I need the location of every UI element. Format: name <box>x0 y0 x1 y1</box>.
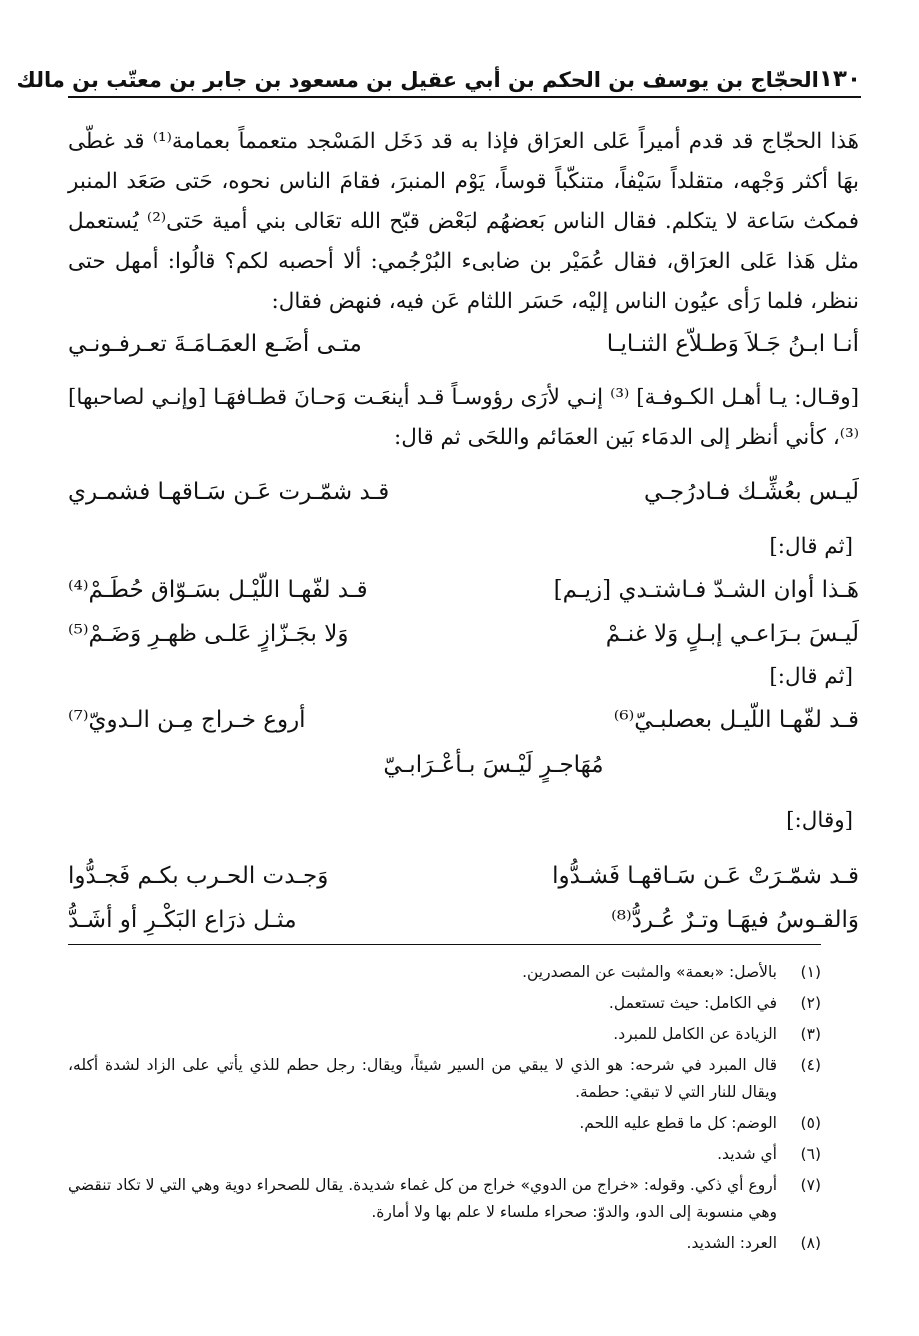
verse-7-second-hemistich: مثـل ذرَاع البَكْـرِ أو أشَـدُّ <box>68 907 297 933</box>
footnote-number: (١) <box>800 963 821 981</box>
verse-4-second-hemistich: وَلا بجَـزّازٍ عَلـى ظهـرِ وَضَـمْ⁽⁵⁾ <box>68 621 349 647</box>
footnote-text: في الكامل: حيث تستعمل. <box>608 994 777 1012</box>
footnote-text: الوضم: كل ما قطع عليه اللحم. <box>579 1114 777 1132</box>
verse-5-first-hemistich: قـد لفّهـا اللّيـل بعصلبـيّ⁽⁶⁾ <box>613 707 859 733</box>
footnote-number: (٦) <box>800 1145 821 1163</box>
verse-2-first-hemistich: لَيـس بعُشِّـك فـادرُجـي <box>644 479 859 505</box>
footnote <box>68 1141 821 1168</box>
running-title: الحجّاج بن يوسف بن الحكم بن أبي عقيل بن مسعود بن جابر بن معتّب بن مالك <box>16 68 819 92</box>
footnote-number: (٤) <box>800 1056 821 1074</box>
footnote <box>68 1110 821 1137</box>
page-header <box>16 52 861 98</box>
footnote <box>68 1172 821 1226</box>
verse-1-second-hemistich: متـى أضَـع العمَـامَـةَ تعـرفـونـي <box>68 331 362 357</box>
footnotes <box>68 944 821 1261</box>
footnote-number: (٥) <box>800 1114 821 1132</box>
verse-line-3 <box>68 568 859 612</box>
section-note-3: [وقال:] <box>786 808 853 833</box>
verse-3-first-hemistich: هَـذا أوان الشـدّ فـاشتـدي [زيـم] <box>553 577 859 603</box>
footnote <box>68 1052 821 1106</box>
footnote-number: (٧) <box>800 1176 821 1194</box>
footnote-number: (٨) <box>800 1234 821 1252</box>
footnote <box>68 959 821 986</box>
verse-line-4 <box>68 612 859 656</box>
footnote <box>68 990 821 1017</box>
verse-4-first-hemistich: لَيـسَ بـرَاعـي إبـلٍ وَلا غنـمْ <box>605 621 859 647</box>
verse-line-5 <box>68 698 859 742</box>
verse-6-second-hemistich: وَجـدت الحـرب بكـم فَجـدُّوا <box>68 863 329 889</box>
verse-7-first-hemistich: وَالقـوسُ فيهَـا وتـرٌ عُـردُّ⁽⁸⁾ <box>611 907 859 933</box>
footnote-number: (٢) <box>800 994 821 1012</box>
footnote-text: قال المبرد في شرحه: هو الذي لا يبقي من السير شيئاً، ويقال: رجل حطم للذي يأتي على الزاد لشدة أكله، ويقال للنار التي لا تبقي: حطمة. <box>68 1056 777 1101</box>
paragraph-2: [وقـال: يـا أهـل الكـوفـة] ⁽³⁾ إنـي لأرَى رؤوسـاً قـد أينعَـت وَحـانَ قطـافهَـا [وإنـي لصاحبها] ⁽³⁾، كأني أنظر إلى الدمَاء بَين العمَائم واللحَى ثم قال: <box>68 385 859 450</box>
section-note-1: [ثم قال:] <box>769 534 853 559</box>
footnote-text: الزيادة عن الكامل للمبرد. <box>613 1025 777 1043</box>
verse-line-1 <box>68 322 859 366</box>
verse-1-first-hemistich: أنـا ابـنُ جَـلاَ وَطـلاّع الثنـايـا <box>606 331 859 357</box>
page-number: ١٣٠ <box>818 66 861 92</box>
verse-line-6 <box>68 854 859 898</box>
paragraph-1: هَذا الحجّاج قد قدم أميراً عَلى العرَاق فإذا به قد دَخَل المَسْجد متعمماً بعمامة⁽¹⁾ قد غطّى بهَا أكثر وَجْهه، متقلداً سَيْفاً، متنكّباً قوساً، يَوْم المنبرَ، فقامَ الناس نحوه، حَتى صَعَد المنبر فمكث سَاعة لا يتكلم. فقال الناس بَعضهُم لبَعْض قبّح الله تعَالى بني أمية حَتى⁽²⁾ يُستعمل مثل هَذا عَلى العرَاق، فقال عُمَيْر بن ضابىء البُرْجُمي: ألا أحصبه لكم؟ قالُوا: أمهل حتى ننظر، فلما رَأى عيُون الناس إليْه، حَسَر اللثام عَن فيه، فنهض فقال: <box>68 129 859 314</box>
footnote <box>68 1230 821 1257</box>
main-text <box>68 118 859 942</box>
verse-5-second-hemistich: أروع خـراج مِـن الـدويّ⁽⁷⁾ <box>68 707 306 733</box>
verse-3-second-hemistich: قـد لفّهـا اللّيْـل بسَـوّاق حُطَـمْ⁽⁴⁾ <box>68 577 368 603</box>
footnote-text: أروع أي ذكي. وقوله: «خراج من الدوي» خراج من كل غماء شديدة. يقال للصحراء دوية وهي التي لا تكاد تنقضي وهي منسوبة إلى الدو، والدوّ: صحراء ملساء لا علم بها ولا أمارة. <box>68 1176 777 1221</box>
section-note-2: [ثم قال:] <box>769 664 853 689</box>
footnote-text: بالأصل: «بعمة» والمثبت عن المصدرين. <box>522 963 777 981</box>
verse-line-2 <box>68 470 859 514</box>
verse-5-continuation: مُهَاجـرٍ لَيْـسَ بـأعْـرَابـيّ <box>383 752 604 778</box>
footnote-text: العرد: الشديد. <box>686 1234 777 1252</box>
footnote <box>68 1021 821 1048</box>
verse-2-second-hemistich: قـد شمّـرت عَـن سَـاقهـا فشمـري <box>68 479 390 505</box>
verse-6-first-hemistich: قـد شمّـرَتْ عَـن سَـاقهـا فَشـدُّوا <box>552 863 859 889</box>
footnote-number: (٣) <box>800 1025 821 1043</box>
verse-line-7 <box>68 898 859 942</box>
footnote-text: أي شديد. <box>717 1145 777 1163</box>
